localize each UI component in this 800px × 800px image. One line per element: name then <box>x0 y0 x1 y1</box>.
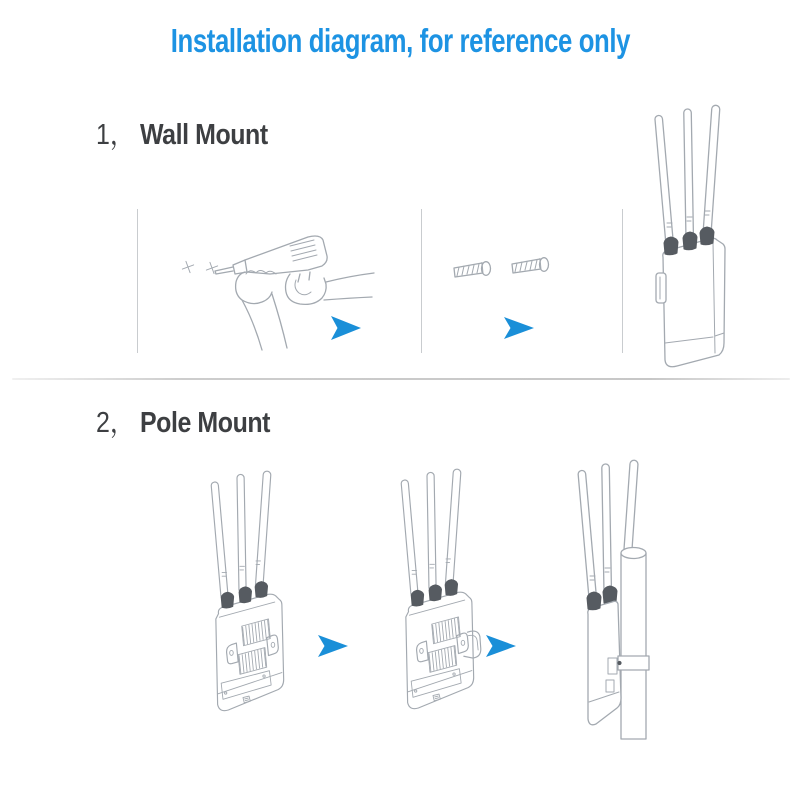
ap-back-bracket-clamp-illustration <box>388 453 504 731</box>
antenna-connector <box>664 237 678 255</box>
section-divider <box>12 378 790 380</box>
drill-tool <box>215 236 327 282</box>
arrow-right-icon <box>331 316 361 340</box>
section-number: 2， <box>96 407 135 439</box>
panel-divider <box>137 209 138 353</box>
two-screws-illustration <box>450 251 562 285</box>
panel-divider <box>622 209 623 353</box>
wall-cross-marks <box>180 259 219 275</box>
section-label: Wall Mount <box>139 119 268 151</box>
arrow-right-icon <box>318 634 348 658</box>
pole <box>621 548 646 740</box>
device-body <box>663 238 725 367</box>
antenna <box>602 464 612 592</box>
device-body <box>588 601 621 724</box>
antenna-connector <box>683 232 697 250</box>
section-label: Pole Mount <box>139 407 271 439</box>
section-wall-mount-heading <box>96 112 268 153</box>
panel-divider <box>421 209 422 353</box>
screw-icon <box>512 258 549 273</box>
screw-icon <box>454 262 491 277</box>
wall-mounted-ap-3-antennas-illustration <box>649 103 744 375</box>
side-latch <box>656 273 666 303</box>
antenna <box>578 470 597 598</box>
arrow-right-icon <box>504 316 534 340</box>
pole-strap-band <box>618 656 649 670</box>
hands <box>236 271 374 351</box>
ap-strapped-on-pole-illustration <box>582 458 662 748</box>
section-pole-mount-heading <box>96 400 270 441</box>
antennas <box>655 105 720 245</box>
page-title: Installation diagram, for reference only <box>170 22 630 59</box>
section-number: 1， <box>96 119 135 151</box>
arrow-right-icon <box>486 634 516 658</box>
antenna-connector <box>587 592 601 610</box>
drill-into-wall-illustration <box>150 222 420 357</box>
ap-back-bracket-illustration <box>198 455 314 733</box>
antenna-connector <box>700 227 714 245</box>
